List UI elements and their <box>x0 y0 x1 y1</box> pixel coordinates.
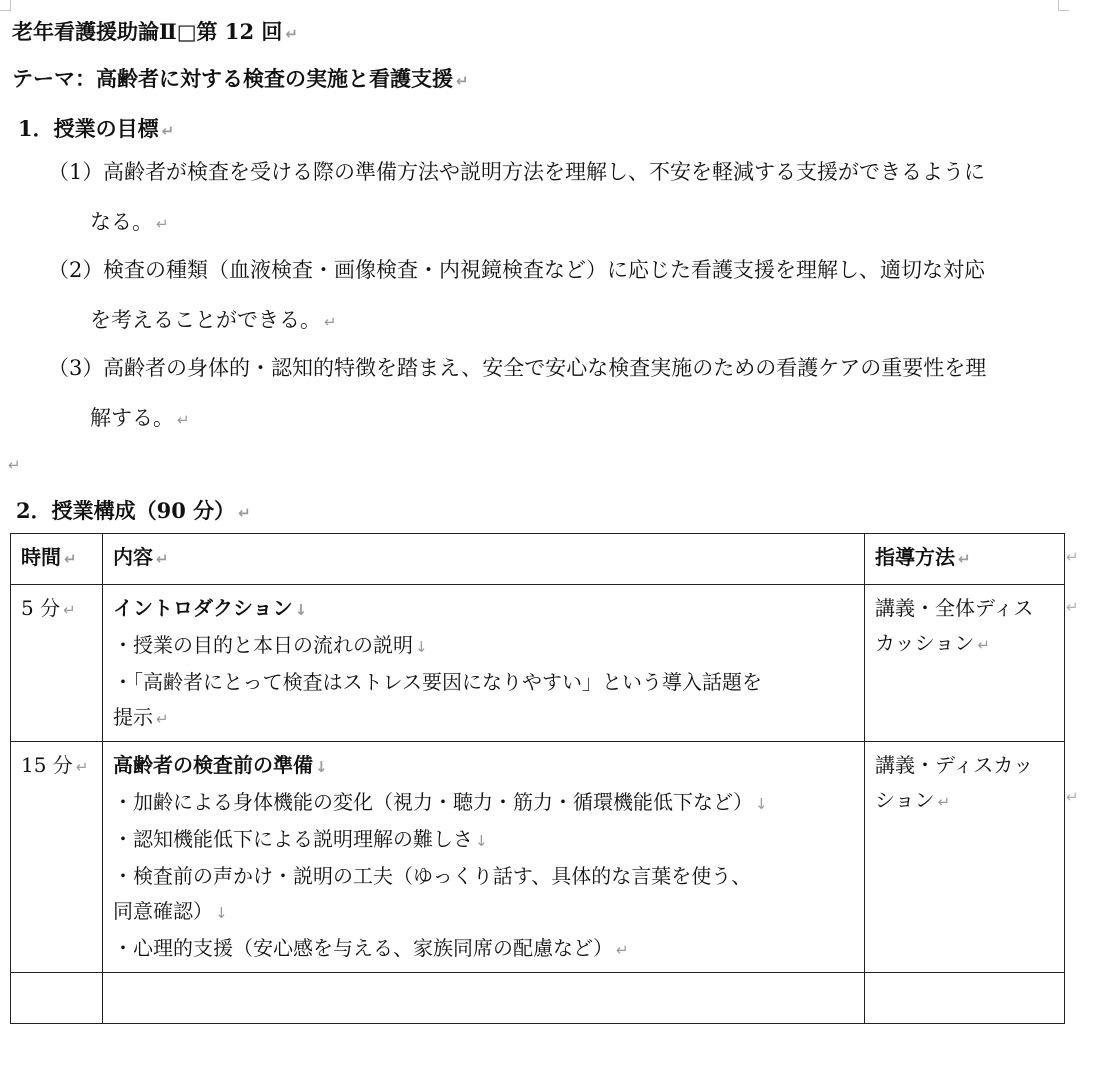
paragraph-mark: ↵ <box>156 710 169 728</box>
paragraph-mark: ↵ <box>156 215 169 233</box>
lesson-plan-table <box>10 533 1065 1024</box>
line-break-mark: ↓ <box>755 795 768 813</box>
cell-content <box>103 742 865 973</box>
theme-text: テーマ：高齢者に対する検査の実施と看護支援 <box>12 66 453 91</box>
table-row <box>11 973 1065 1024</box>
content-line-text: ・加齢による身体機能の変化（視力・聴力・筋力・循環機能低下など） <box>113 790 753 814</box>
cell-method <box>865 585 1065 742</box>
content-line-text: 提示 <box>113 705 153 729</box>
paragraph-mark: ↵ <box>156 550 169 568</box>
paragraph-mark: ↵ <box>63 601 76 619</box>
objective-cont-text: なる。 <box>90 210 153 234</box>
content-line <box>113 822 858 859</box>
row-end-mark: ↵ <box>1066 788 1079 806</box>
cell-content <box>103 585 865 742</box>
time-value: 5 分 <box>21 596 61 620</box>
content-line <box>113 665 858 700</box>
paragraph-mark: ↵ <box>456 72 469 90</box>
page-corner-mark-left <box>0 0 11 11</box>
cell-method <box>865 973 1065 1024</box>
cell-time <box>11 742 103 973</box>
paragraph-mark: ↵ <box>324 313 337 331</box>
content-line <box>113 785 858 822</box>
objective-text: 検査の種類（血液検査・画像検査・内視鏡検査など）に応じた看護支援を理解し、適切な対応 <box>103 258 985 282</box>
cell-time <box>11 973 103 1024</box>
row-end-mark: ↵ <box>1066 548 1079 566</box>
document-title <box>12 17 298 49</box>
line-break-mark: ↓ <box>415 638 428 656</box>
header-content-label: 内容 <box>113 545 153 569</box>
cell-time <box>11 585 103 742</box>
objective-continuation <box>90 300 1110 342</box>
paragraph-mark: ↵ <box>238 504 251 522</box>
paragraph-mark: ↵ <box>616 941 629 959</box>
method-line: 講義・全体ディス <box>875 596 1034 620</box>
section1-heading-text: 1．授業の目標 <box>18 116 159 141</box>
table-row <box>11 585 1065 742</box>
method-line <box>875 783 1058 820</box>
empty-paragraph <box>8 448 21 480</box>
line-break-mark: ↓ <box>294 601 308 619</box>
section1-heading <box>18 114 174 146</box>
line-break-mark: ↓ <box>475 832 488 850</box>
content-line <box>113 894 858 931</box>
paragraph-mark: ↵ <box>177 411 190 429</box>
header-method <box>865 534 1065 585</box>
objective-text: 高齢者の身体的・認知的特徴を踏まえ、安全で安心な検査実施のための看護ケアの重要性を理 <box>103 356 987 380</box>
content-line-text: ・認知機能低下による説明理解の難しさ <box>113 827 473 851</box>
paragraph-mark: ↵ <box>958 550 971 568</box>
objective-continuation <box>90 202 1110 244</box>
paragraph-mark: ↵ <box>937 793 951 811</box>
method-line-text: カッション <box>875 631 975 655</box>
content-title: 高齢者の検査前の準備 <box>113 753 313 777</box>
objective-cont-text: 解する。 <box>90 406 174 430</box>
cell-method <box>865 742 1065 973</box>
table-row <box>11 742 1065 973</box>
content-line-text: ・「高齢者にとって検査はストレス要因になりやすい」という導入話題を <box>113 670 762 694</box>
objective-continuation <box>90 398 1110 440</box>
page-corner-mark-right <box>1058 0 1069 11</box>
header-time-label: 時間 <box>21 545 61 569</box>
section2-heading-text: 2．授業構成（90 分） <box>16 498 236 523</box>
time-value: 15 分 <box>21 753 73 777</box>
objective-number: （2） <box>48 258 104 282</box>
content-line-text: ・心理的支援（安心感を与える、家族同席の配慮など） <box>113 936 613 960</box>
header-time <box>11 534 103 585</box>
document-title-text: 老年看護援助論Ⅱ□第 12 回 <box>12 19 283 44</box>
paragraph-mark: ↵ <box>977 636 990 654</box>
paragraph-mark: ↵ <box>161 122 175 140</box>
content-title: イントロダクション <box>113 596 293 620</box>
content-line <box>113 700 858 737</box>
objective-number: （1） <box>48 160 104 184</box>
content-line-text: ・授業の目的と本日の流れの説明 <box>113 633 413 657</box>
method-line-text: ション <box>875 788 935 812</box>
header-method-label: 指導方法 <box>875 545 955 569</box>
objective-number: （3） <box>48 356 104 380</box>
paragraph-mark: ↵ <box>64 550 77 568</box>
objective-cont-text: を考えることができる。 <box>90 308 321 332</box>
objective-item <box>48 152 1068 192</box>
objective-item <box>48 250 1068 290</box>
content-title-line <box>113 591 858 628</box>
content-line <box>113 628 858 665</box>
section2-heading <box>16 496 251 528</box>
paragraph-mark: ↵ <box>285 25 298 43</box>
paragraph-mark: ↵ <box>8 456 21 474</box>
objective-item <box>48 348 1068 388</box>
row-end-mark: ↵ <box>1066 598 1079 616</box>
content-line <box>113 859 858 894</box>
content-line <box>113 931 858 968</box>
header-content <box>103 534 865 585</box>
content-line-text: ・検査前の声かけ・説明の工夫（ゆっくり話す、具体的な言葉を使う、 <box>113 864 752 888</box>
cell-content <box>103 973 865 1024</box>
method-line <box>875 626 1058 663</box>
line-break-mark: ↓ <box>215 904 228 922</box>
content-line-text: 同意確認） <box>113 899 213 923</box>
objective-text: 高齢者が検査を受ける際の準備方法や説明方法を理解し、不安を軽減する支援ができるように <box>103 160 985 184</box>
table-header-row <box>11 534 1065 585</box>
method-line: 講義・ディスカッ <box>875 753 1034 777</box>
theme-line <box>12 64 469 96</box>
paragraph-mark: ↵ <box>75 758 89 776</box>
line-break-mark: ↓ <box>315 758 328 776</box>
content-title-line <box>113 748 858 785</box>
